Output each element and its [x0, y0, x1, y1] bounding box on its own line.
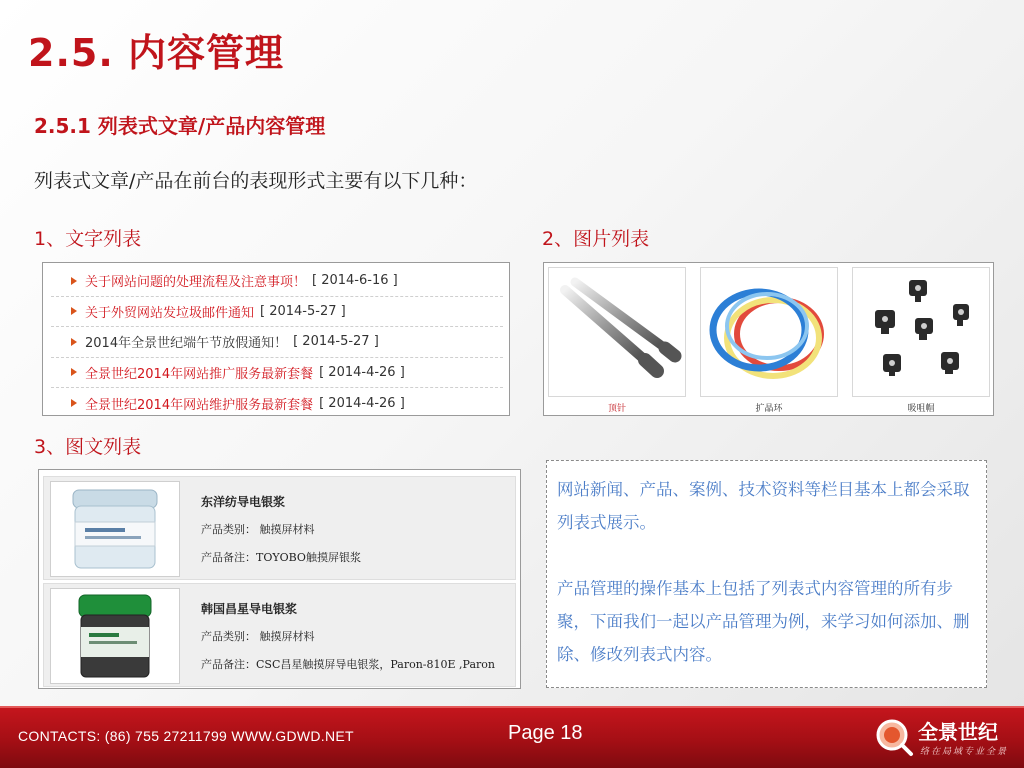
list-item-title[interactable]: 关于外贸网站发垃圾邮件通知: [85, 305, 255, 321]
product-category: 产品类别： 触摸屏材料: [201, 523, 315, 536]
logo-name: 全景世纪: [918, 720, 998, 744]
list-item-title[interactable]: 关于网站问题的处理流程及注意事项！: [85, 275, 307, 291]
section-subtitle: 2.5.1 列表式文章/产品内容管理: [34, 114, 326, 138]
image-list-label: 2、图片列表: [542, 228, 650, 250]
triangle-bullet-icon: [71, 307, 77, 315]
list-item[interactable]: [51, 388, 503, 419]
image-text-list-label: 3、图文列表: [34, 436, 142, 458]
description-box: [546, 460, 987, 688]
triangle-bullet-icon: [71, 277, 77, 285]
intro-text: 列表式文章/产品在前台的表现形式主要有以下几种：: [34, 170, 478, 192]
product-category: 产品类别： 触摸屏材料: [201, 630, 315, 643]
description-paragraph: 产品管理的操作基本上包括了列表式内容管理的所有步聚，下面我们一起以产品管理为例，来学习如何添加、删除、修改列表式内容。: [557, 579, 970, 664]
text-list-panel: [42, 262, 510, 416]
product-row[interactable]: [43, 476, 516, 580]
list-item-title[interactable]: 全景世纪2014年网站维护服务最新套餐: [85, 397, 314, 413]
page-number: Page 18: [508, 722, 583, 744]
description-paragraph: 网站新闻、产品、案例、技术资料等栏目基本上都会采取列表式展示。: [557, 480, 970, 532]
product-note: 产品备注：CSC昌星触摸屏导电银浆，Paron-810E ,Paron: [201, 658, 495, 671]
ejector-pins-image[interactable]: [548, 267, 686, 397]
silver-paste-jar-image[interactable]: [50, 481, 180, 577]
footer-contacts: CONTACTS: (86) 755 27211799 WWW.GDWD.NET: [18, 728, 354, 744]
search-logo-icon: [874, 717, 914, 757]
triangle-bullet-icon: [71, 399, 77, 407]
image-text-list-panel: [38, 469, 521, 689]
list-item-date: [ 2014-6-16 ]: [312, 273, 398, 289]
triangle-bullet-icon: [71, 338, 77, 346]
product-name[interactable]: 韩国昌星导电银浆: [201, 602, 298, 616]
list-item-date: [ 2014-4-26 ]: [319, 364, 405, 380]
list-item[interactable]: [51, 266, 503, 297]
list-item[interactable]: [51, 297, 503, 328]
list-item-title[interactable]: 全景世纪2014年网站推广服务最新套餐: [85, 366, 314, 382]
image-caption[interactable]: 顶针: [607, 404, 626, 414]
expansion-rings-image[interactable]: [700, 267, 838, 397]
company-logo: [872, 714, 1017, 760]
list-item-date: [ 2014-5-27 ]: [260, 303, 346, 319]
image-caption[interactable]: 吸咀帽: [907, 404, 935, 414]
list-item[interactable]: [51, 327, 503, 358]
page-title: 2.5. 内容管理: [28, 31, 284, 75]
list-item-date: [ 2014-5-27 ]: [293, 334, 379, 350]
footer-bar: [0, 706, 1024, 768]
image-list-panel: [543, 262, 994, 416]
triangle-bullet-icon: [71, 368, 77, 376]
list-item-title[interactable]: 2014年全景世纪端午节放假通知！: [85, 336, 288, 352]
product-name[interactable]: 东洋纺导电银浆: [201, 495, 286, 509]
nozzle-caps-image[interactable]: [852, 267, 990, 397]
product-note: 产品备注：TOYOBO触摸屏银浆: [201, 551, 361, 564]
product-row[interactable]: [43, 583, 516, 687]
list-item[interactable]: [51, 358, 503, 389]
list-item-date: [ 2014-4-26 ]: [319, 395, 405, 411]
green-paste-jar-image[interactable]: [50, 588, 180, 684]
image-caption[interactable]: 扩晶环: [755, 404, 783, 414]
text-list-label: 1、文字列表: [34, 228, 142, 250]
logo-tagline: 络在局域专业全景: [920, 747, 1009, 757]
